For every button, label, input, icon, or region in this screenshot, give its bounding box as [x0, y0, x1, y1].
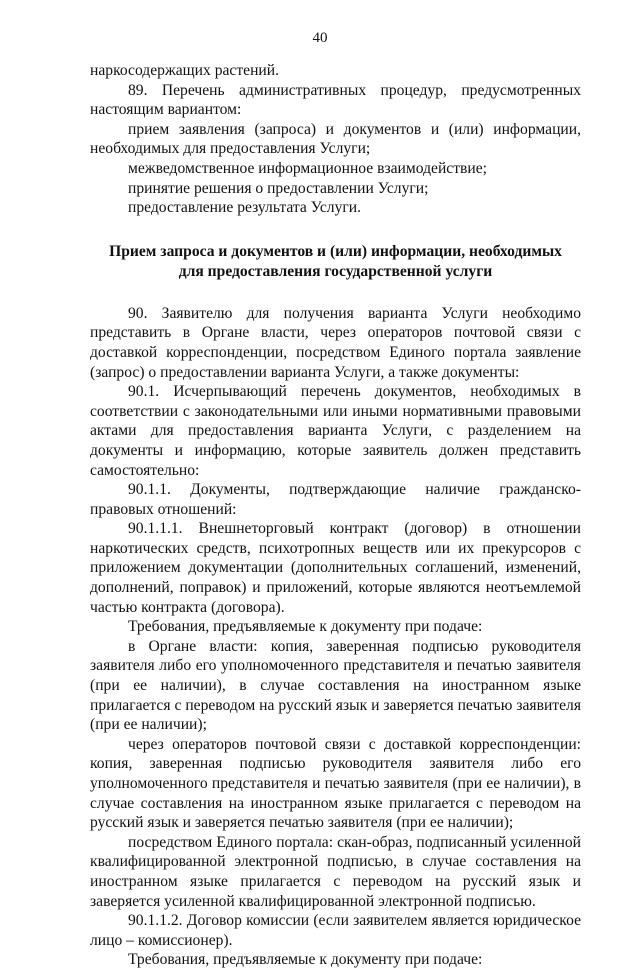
- paragraph-postal: через операторов почтовой связи с доставкой корреспонденции: копия, заверенная подписью руководителя заявителя либо его уполномоченного представителя и печатью заявителя (при ее наличии), в случае составления на иностранном языке прилагается с переводом на русский язык и заверяется печатью заявителя (при ее наличии);: [90, 735, 581, 832]
- paragraph-90-1-1: 90.1.1. Документы, подтверждающие наличие гражданско-правовых отношений:: [90, 481, 581, 518]
- paragraph-90-1-1-2: 90.1.1.2. Договор комиссии (если заявителем является юридическое лицо – комиссионер).: [90, 912, 581, 949]
- section-heading-line-1: Прием запроса и документов и (или) информации, необходимых: [109, 242, 562, 260]
- paragraph-89: 89. Перечень административных процедур, предусмотренных настоящим вариантом:: [90, 81, 581, 119]
- list-item-procedure-1: прием заявления (запроса) и документов и (или) информации, необходимых для предоставления Услуги;: [90, 120, 581, 158]
- list-item-procedure-2: межведомственное информационное взаимодействие;: [128, 159, 487, 177]
- list-item-procedure-4: предоставление результата Услуги.: [128, 199, 361, 217]
- paragraph-continuation: наркосодержащих растений.: [90, 62, 280, 79]
- page-number: 40: [312, 30, 328, 46]
- list-item-procedure-3: принятие решения о предоставлении Услуги;: [128, 179, 429, 197]
- paragraph-requirements-2: Требования, предъявляемые к документу при подаче:: [128, 951, 483, 969]
- paragraph-90: 90. Заявителю для получения варианта Услуги необходимо представить в Органе власти, через операторов почтовой связи с доставкой корреспонденции, посредством Единого портала заявление (запрос) о предоставлении варианта Услуги, а также документы:: [90, 304, 581, 381]
- section-heading-line-2: для предоставления государственной услуги: [178, 262, 493, 280]
- paragraph-portal: посредством Единого портала: скан-образ, подписанный усиленной квалифицированной электронной подписью, в случае составления на иностранном языке прилагается с переводом на русский язык и заверяется усиленной квалифицированной электронной подписью.: [90, 833, 581, 910]
- paragraph-authority: в Органе власти: копия, заверенная подписью руководителя заявителя либо его уполномоченного представителя и печатью заявителя (при ее наличии), в случае составления на иностранном языке прилагается с переводом на русский язык и заверяется печатью заявителя (при ее наличии);: [90, 637, 581, 734]
- paragraph-90-1: 90.1. Исчерпывающий перечень документов, необходимых в соответствии с законодательными или иными нормативными правовыми актами для предоставления варианта Услуги, с разделением на документы и информацию, которые заявитель должен представить самостоятельно:: [90, 383, 581, 479]
- section-heading: [90, 242, 581, 282]
- document-body: [90, 61, 581, 970]
- paragraph-requirements-1: Требования, предъявляемые к документу при подаче:: [128, 618, 483, 636]
- paragraph-90-1-1-1: 90.1.1.1. Внешнеторговый контракт (договор) в отношении наркотических средств, психотропных веществ или их прекурсоров с приложением документации (дополнительных соглашений, изменений, дополнений, поправок) и приложений, которые являются неотъемлемой частью контракта (договора).: [90, 520, 581, 616]
